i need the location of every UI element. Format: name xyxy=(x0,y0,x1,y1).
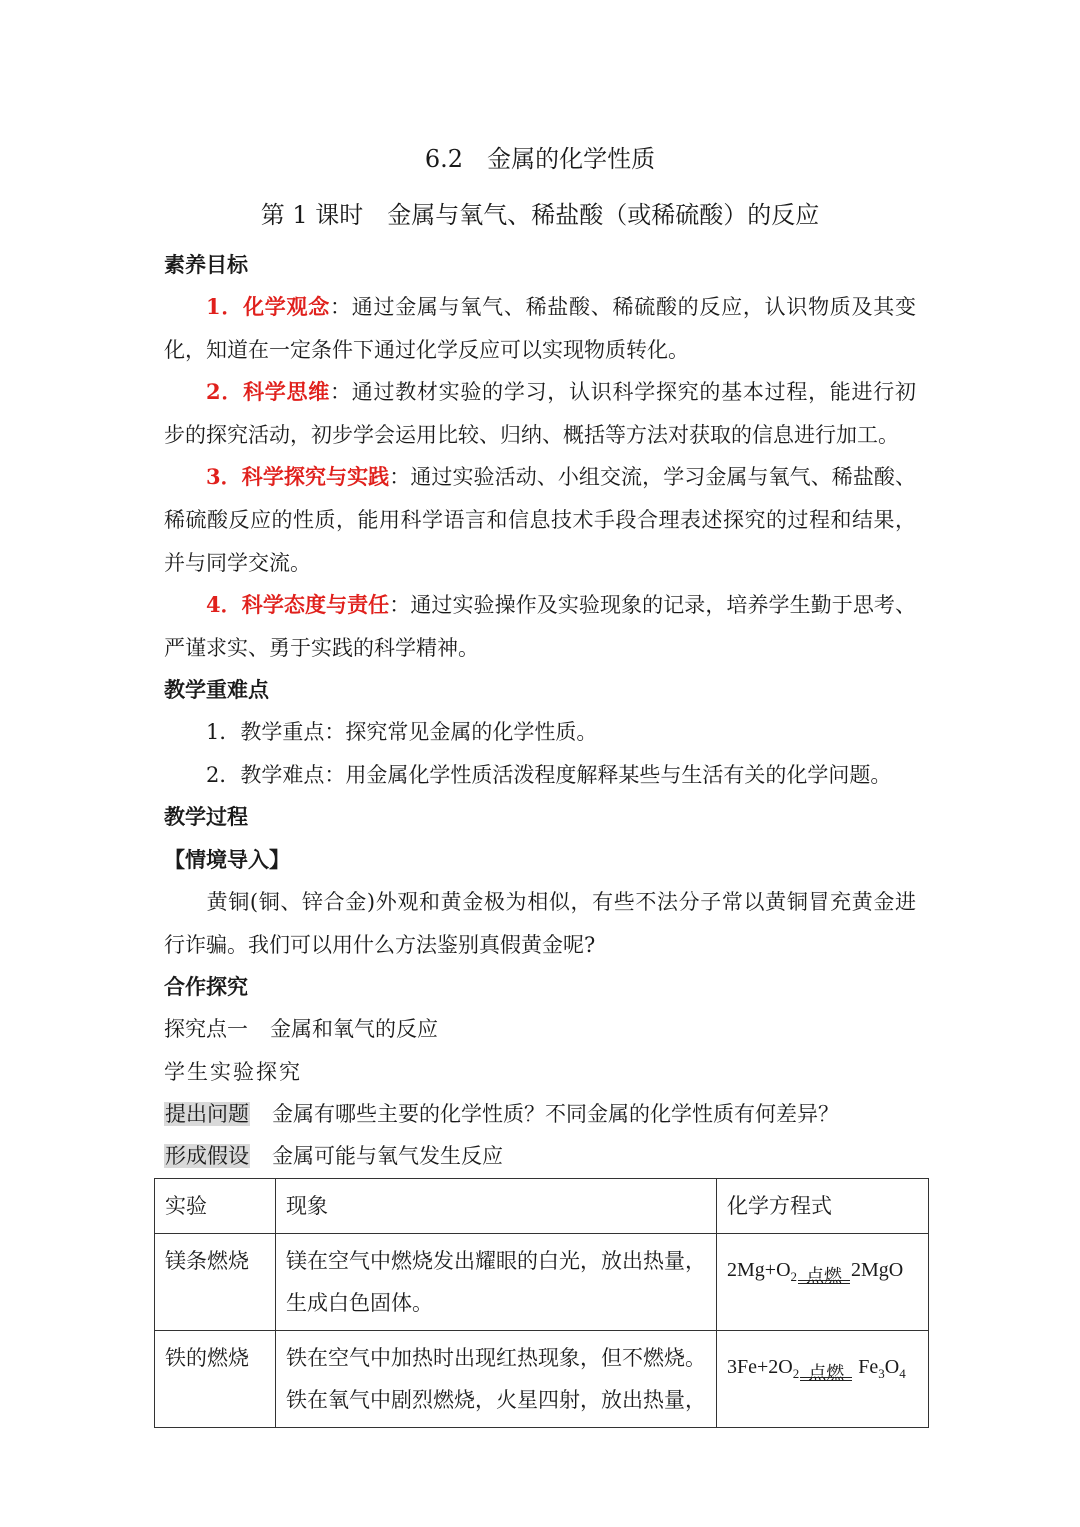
goal-4-line-2: 严谨求实、勇于实践的科学精神。 xyxy=(164,636,479,660)
equation-mg: $2Mg+O_2$ 点燃 2MgO xyxy=(727,1259,904,1287)
table-header-equation: 化学方程式 xyxy=(717,1179,929,1234)
table-header-row xyxy=(155,1179,929,1234)
goal-4-label: 4．科学态度与责任 xyxy=(206,592,390,617)
goal-1-line-2: 化，知道在一定条件下通过化学反应可以实现物质转化。 xyxy=(164,338,689,362)
table-header-experiment: 实验 xyxy=(155,1179,276,1234)
row-1-equation xyxy=(717,1234,929,1331)
goal-2-label: 2．科学思维 xyxy=(206,379,330,404)
table-row xyxy=(155,1234,929,1331)
student-experiment: 学生实验探究 xyxy=(164,1060,302,1084)
keypoints-heading: 教学重难点 xyxy=(164,677,269,702)
row-2-phenomenon: 铁在空气中加热时出现红热现象，但不燃烧。 铁在氧气中剧烈燃烧，火星四射，放出热量， xyxy=(276,1331,717,1428)
question-text: 金属有哪些主要的化学性质？不同金属的化学性质有何差异？ xyxy=(272,1102,839,1126)
table-header-phenomenon: 现象 xyxy=(276,1179,717,1234)
goal-3-line-2: 稀硫酸反应的性质，能用科学语言和信息技术手段合理表述探究的过程和结果， xyxy=(164,508,916,532)
row-1-phenomenon: 镁在空气中燃烧发出耀眼的白光，放出热量， 生成白色固体。 xyxy=(276,1234,717,1331)
intro-line-1: 黄铜(铜、锌合金)外观和黄金极为相似，有些不法分子常以黄铜冒充黄金进 xyxy=(206,890,916,914)
row-2-equation xyxy=(717,1331,929,1428)
row-1-experiment: 镁条燃烧 xyxy=(155,1234,276,1331)
point-1-text: 金属和氧气的反应 xyxy=(270,1017,438,1041)
equation-fe: $3Fe+2O_2$ 点燃 $Fe_3O_4$ xyxy=(727,1356,906,1384)
process-heading: 教学过程 xyxy=(164,804,248,829)
keypoint-2: 2．教学难点：用金属化学性质活泼程度解释某些与生活有关的化学问题。 xyxy=(206,763,892,787)
experiment-table xyxy=(154,1178,929,1428)
goal-1-label: 1．化学观念 xyxy=(206,294,330,319)
coop-heading: 合作探究 xyxy=(164,974,248,999)
keypoint-1: 1．教学重点：探究常见金属的化学性质。 xyxy=(206,720,598,744)
page-title: 6.2 金属的化学性质 xyxy=(424,145,656,173)
goal-3-label: 3．科学探究与实践 xyxy=(206,464,390,489)
goal-1-line-1: 1．化学观念：通过金属与氧气、稀盐酸、稀硫酸的反应，认识物质及其变 xyxy=(206,294,916,319)
point-1 xyxy=(164,1014,438,1044)
table-row xyxy=(155,1331,929,1428)
hypothesis-row xyxy=(164,1141,503,1171)
goal-4-line-1: 4．科学态度与责任：通过实验操作及实验现象的记录，培养学生勤于思考、 xyxy=(206,592,916,617)
hypothesis-text: 金属可能与氧气发生反应 xyxy=(272,1144,503,1168)
goal-2-line-1: 2．科学思维：通过教材实验的学习，认识科学探究的基本过程，能进行初 xyxy=(206,379,916,404)
goals-heading: 素养目标 xyxy=(164,252,248,277)
intro-line-2: 行诈骗。我们可以用什么方法鉴别真假黄金呢? xyxy=(164,933,596,957)
question-row xyxy=(164,1099,839,1129)
page-subtitle: 第 1 课时 金属与氧气、稀盐酸（或稀硫酸）的反应 xyxy=(260,201,820,229)
intro-heading: 【情境导入】 xyxy=(164,847,290,872)
condition-label: 点燃 xyxy=(806,1266,843,1287)
goal-3-line-1: 3．科学探究与实践：通过实验活动、小组交流，学习金属与氧气、稀盐酸、 xyxy=(206,464,916,489)
question-tag: 提出问题 xyxy=(165,1102,249,1126)
hypothesis-tag: 形成假设 xyxy=(165,1144,249,1168)
goal-2-line-2: 步的探究活动，初步学会运用比较、归纳、概括等方法对获取的信息进行加工。 xyxy=(164,423,899,447)
row-2-experiment: 铁的燃烧 xyxy=(155,1331,276,1428)
condition-label: 点燃 xyxy=(808,1363,845,1384)
goal-3-line-3: 并与同学交流。 xyxy=(164,551,311,575)
point-1-label: 探究点一 xyxy=(164,1017,248,1041)
